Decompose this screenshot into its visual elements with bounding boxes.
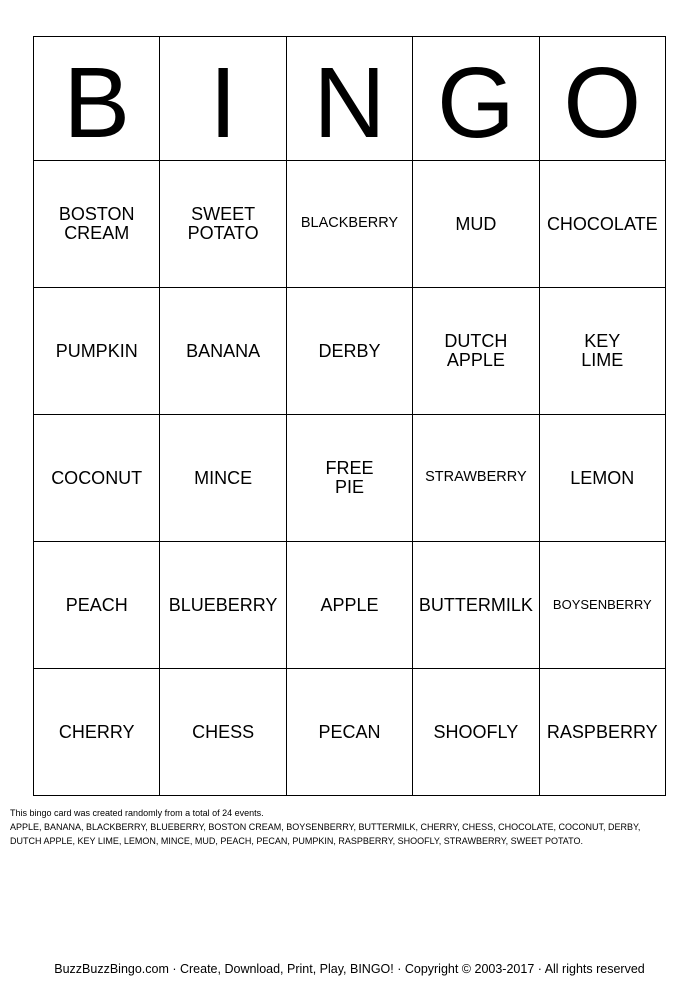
header-letter-g: G (413, 37, 539, 161)
bingo-cell: COCONUT (34, 415, 160, 542)
bingo-cell: BANANA (160, 288, 286, 415)
note-summary: This bingo card was created randomly from a total of 24 events. (10, 808, 264, 818)
bingo-cell: BUTTERMILK (413, 542, 539, 669)
note-event-list-line: APPLE, BANANA, BLACKBERRY, BLUEBERRY, BOSTON CREAM, BOYSENBERRY, BUTTERMILK, CHERRY, CHESS, CHOCOLATE, COCONUT, DERBY, (10, 822, 641, 832)
bingo-cell: KEY LIME (539, 288, 665, 415)
bingo-cell: BLUEBERRY (160, 542, 286, 669)
bingo-cell: BOSTON CREAM (34, 161, 160, 288)
bingo-cell: MINCE (160, 415, 286, 542)
bingo-cell: PECAN (286, 669, 412, 796)
header-letter-n: N (286, 37, 412, 161)
bingo-cell: BOYSENBERRY (539, 542, 665, 669)
header-letter-i: I (160, 37, 286, 161)
bingo-cell: SHOOFLY (413, 669, 539, 796)
bingo-cell: CHESS (160, 669, 286, 796)
bingo-cell: BLACKBERRY (286, 161, 412, 288)
header-letter-b: B (34, 37, 160, 161)
bingo-row (34, 669, 666, 796)
bingo-row (34, 542, 666, 669)
header-letter-o: O (539, 37, 665, 161)
free-space-cell: FREE PIE (286, 415, 412, 542)
footer-copyright: BuzzBuzzBingo.com · Create, Download, Print, Play, BINGO! · Copyright © 2003-2017 · All rights reserved (54, 962, 645, 976)
note-event-list-line: DUTCH APPLE, KEY LIME, LEMON, MINCE, MUD, PEACH, PECAN, PUMPKIN, RASPBERRY, SHOOFLY, STRAWBERRY, SWEET POTATO. (10, 836, 583, 846)
bingo-row (34, 161, 666, 288)
bingo-cell: CHERRY (34, 669, 160, 796)
bingo-cell: CHOCOLATE (539, 161, 665, 288)
bingo-cell: DERBY (286, 288, 412, 415)
bingo-cell: LEMON (539, 415, 665, 542)
bingo-cell: PUMPKIN (34, 288, 160, 415)
bingo-card (33, 36, 666, 796)
bingo-cell: PEACH (34, 542, 160, 669)
bingo-cell: MUD (413, 161, 539, 288)
card-generation-note (10, 806, 690, 848)
bingo-header-row (34, 37, 666, 161)
bingo-cell: STRAWBERRY (413, 415, 539, 542)
bingo-cell: RASPBERRY (539, 669, 665, 796)
bingo-row (34, 415, 666, 542)
bingo-cell: DUTCH APPLE (413, 288, 539, 415)
bingo-cell: APPLE (286, 542, 412, 669)
bingo-cell: SWEET POTATO (160, 161, 286, 288)
bingo-row (34, 288, 666, 415)
